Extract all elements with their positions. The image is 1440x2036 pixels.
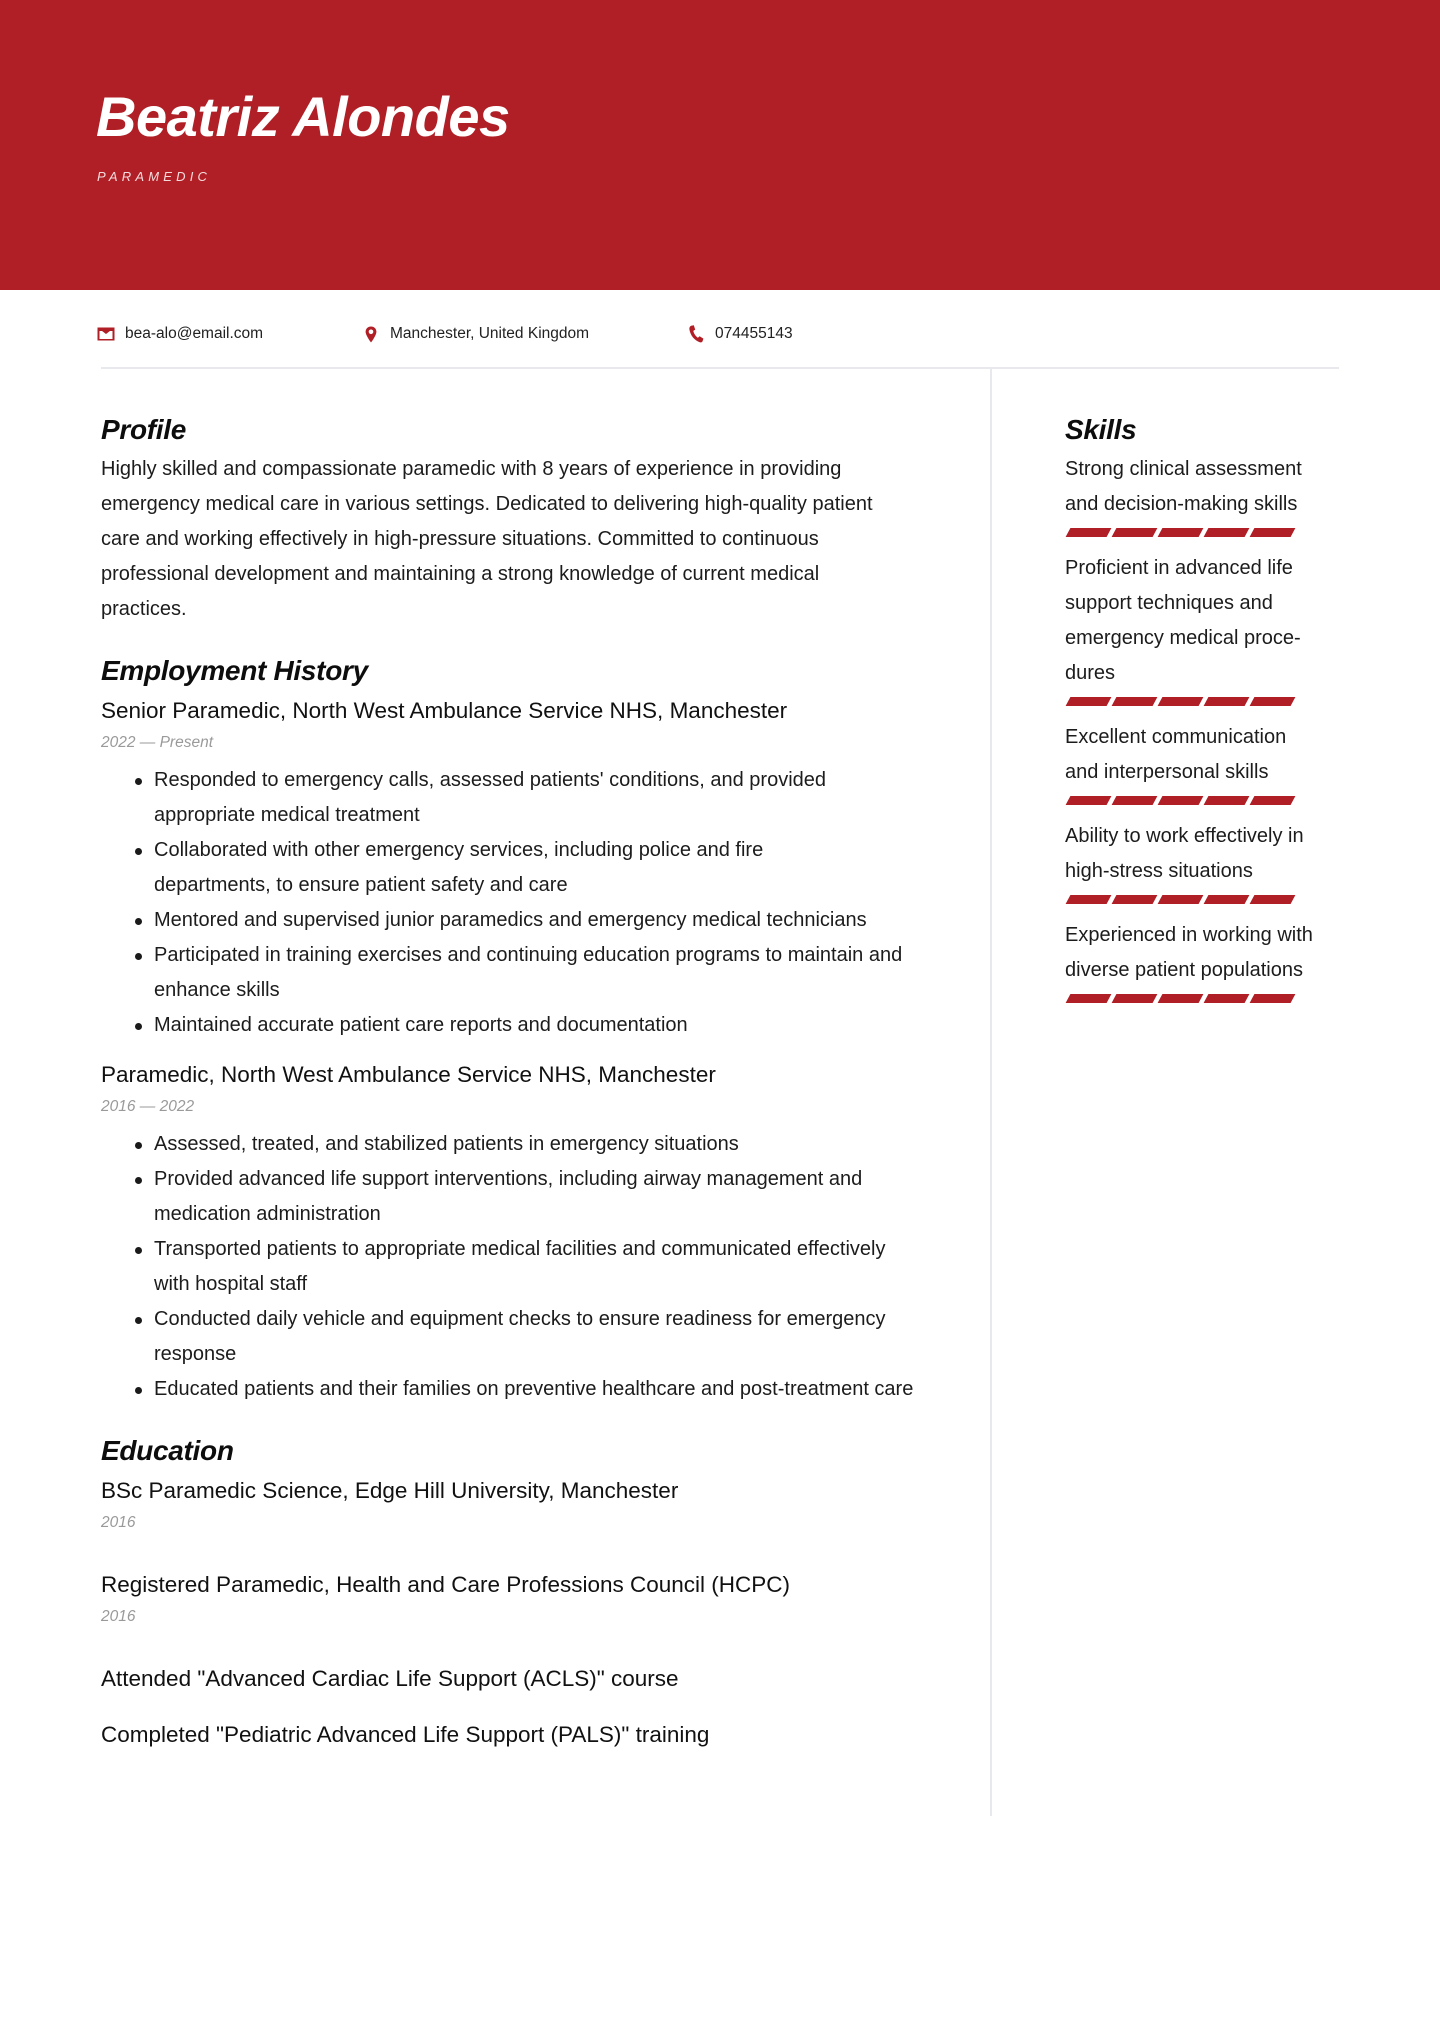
skill-segment	[1250, 697, 1296, 706]
profile-summary	[101, 452, 931, 627]
bullet-item: Maintained accurate patient care reports and documentation	[101, 1008, 931, 1043]
education-title: Attended "Advanced Cardiac Life Support (ACLS)" course	[101, 1666, 679, 1691]
education-title: BSc Paramedic Science, Edge Hill University, Manchester	[101, 1478, 679, 1503]
skill-level-bar	[1065, 528, 1345, 537]
skill-segment	[1204, 895, 1250, 904]
bullet-item: Provided advanced life support interventions, including airway management and medication administration	[101, 1162, 931, 1232]
section-heading-profile: Profile	[101, 414, 187, 445]
bullet-item: Participated in training exercises and continuing education programs to maintain and enhance skills	[101, 938, 931, 1008]
skill-item	[1065, 551, 1345, 706]
skill-segment	[1112, 994, 1158, 1003]
section-heading-education: Education	[101, 1435, 234, 1466]
job-dates: 2022 — Present	[101, 734, 214, 751]
skill-item	[1065, 819, 1345, 904]
skill-item	[1065, 720, 1345, 805]
education-entry	[101, 1567, 931, 1631]
skill-segment	[1250, 895, 1296, 904]
profile-section	[101, 408, 931, 627]
skill-level-bar	[1065, 697, 1345, 706]
column-divider	[990, 369, 992, 1816]
bullet-item: Conducted daily vehicle and equipment checks to ensure readiness for emergency response	[101, 1302, 931, 1372]
education-date: 2016	[101, 1514, 136, 1531]
job-title-subtitle: PARAMEDIC	[97, 169, 212, 184]
candidate-name: Beatriz Alondes	[96, 85, 510, 148]
education-entry	[101, 1717, 931, 1753]
skill-label: Proficient in advanced life support techniques and emergency medical proce-dures	[1065, 557, 1301, 684]
skill-segment	[1158, 796, 1204, 805]
skill-segment	[1112, 796, 1158, 805]
education-title: Registered Paramedic, Health and Care Professions Council (HCPC)	[101, 1572, 791, 1597]
phone-text: 074455143	[715, 325, 793, 342]
location-pin-icon	[361, 324, 381, 344]
job-bullets	[101, 763, 931, 1043]
email-icon	[96, 324, 116, 344]
skill-segment	[1066, 796, 1112, 805]
profile-line: care and working effectively in high-pressure situations. Committed to continuous	[101, 528, 819, 550]
skill-segment	[1204, 994, 1250, 1003]
section-heading-skills: Skills	[1065, 414, 1137, 445]
education-title: Completed "Pediatric Advanced Life Support (PALS)" training	[101, 1722, 710, 1747]
bullet-item: Assessed, treated, and stabilized patients in emergency situations	[101, 1127, 931, 1162]
bullet-item: Educated patients and their families on preventive healthcare and post-treatment care	[101, 1372, 931, 1407]
skill-segment	[1158, 528, 1204, 537]
skill-label: Excellent communication and interpersonal skills	[1065, 726, 1287, 783]
profile-line: practices.	[101, 598, 187, 620]
skill-label: Experienced in working with diverse patient populations	[1065, 924, 1313, 981]
resume-header	[0, 0, 1440, 290]
bullet-item: Transported patients to appropriate medical facilities and communicated effectively with hospital staff	[101, 1232, 891, 1302]
skill-segment	[1250, 994, 1296, 1003]
skill-level-bar	[1065, 994, 1345, 1003]
bullet-item: Mentored and supervised junior paramedics and emergency medical technicians	[101, 903, 931, 938]
skill-item	[1065, 452, 1345, 537]
main-column	[101, 408, 931, 1753]
skill-label: Strong clinical assessment and decision-making skills	[1065, 458, 1302, 515]
skill-segment	[1112, 697, 1158, 706]
employment-section	[101, 649, 931, 1407]
skill-segment	[1066, 528, 1112, 537]
skill-segment	[1158, 697, 1204, 706]
contact-location	[361, 322, 589, 346]
phone-icon	[686, 324, 706, 344]
profile-line: professional development and maintaining a strong knowledge of current medical	[101, 563, 820, 585]
education-section	[101, 1429, 931, 1753]
skill-segment	[1066, 994, 1112, 1003]
skill-item	[1065, 918, 1345, 1003]
skill-segment	[1158, 994, 1204, 1003]
skill-segment	[1250, 796, 1296, 805]
skill-segment	[1066, 895, 1112, 904]
horizontal-divider	[101, 367, 1339, 369]
skill-level-bar	[1065, 895, 1345, 904]
bullet-item: Collaborated with other emergency services, including police and fire departments, to ensure patient safety and care	[101, 833, 846, 903]
skill-segment	[1112, 895, 1158, 904]
email-text: bea-alo@email.com	[125, 325, 264, 342]
job-dates: 2016 — 2022	[101, 1098, 195, 1115]
skill-segment	[1112, 528, 1158, 537]
bullet-item: Responded to emergency calls, assessed patients' conditions, and provided appropriate medical treatment	[101, 763, 901, 833]
contact-phone[interactable]	[686, 322, 793, 346]
profile-line: Highly skilled and compassionate paramedic with 8 years of experience in providing	[101, 458, 842, 480]
section-heading-employment: Employment History	[101, 655, 368, 686]
job-title: Paramedic, North West Ambulance Service NHS, Manchester	[101, 1062, 716, 1087]
skill-segment	[1204, 796, 1250, 805]
job-bullets	[101, 1127, 931, 1407]
skill-segment	[1204, 528, 1250, 537]
education-entry	[101, 1661, 931, 1697]
sidebar-column	[1065, 408, 1345, 1017]
education-date: 2016	[101, 1608, 136, 1625]
profile-line: emergency medical care in various settings. Dedicated to delivering high-quality patient	[101, 493, 873, 515]
skill-label: Ability to work effectively in high-stress situations	[1065, 825, 1304, 882]
skill-segment	[1066, 697, 1112, 706]
skill-segment	[1158, 895, 1204, 904]
contact-email[interactable]	[96, 322, 263, 346]
location-text: Manchester, United Kingdom	[390, 325, 590, 342]
job-entry	[101, 693, 931, 1043]
skill-segment	[1204, 697, 1250, 706]
education-entry	[101, 1473, 931, 1537]
job-entry	[101, 1057, 931, 1407]
job-title: Senior Paramedic, North West Ambulance Service NHS, Manchester	[101, 698, 788, 723]
skill-segment	[1250, 528, 1296, 537]
skill-level-bar	[1065, 796, 1345, 805]
